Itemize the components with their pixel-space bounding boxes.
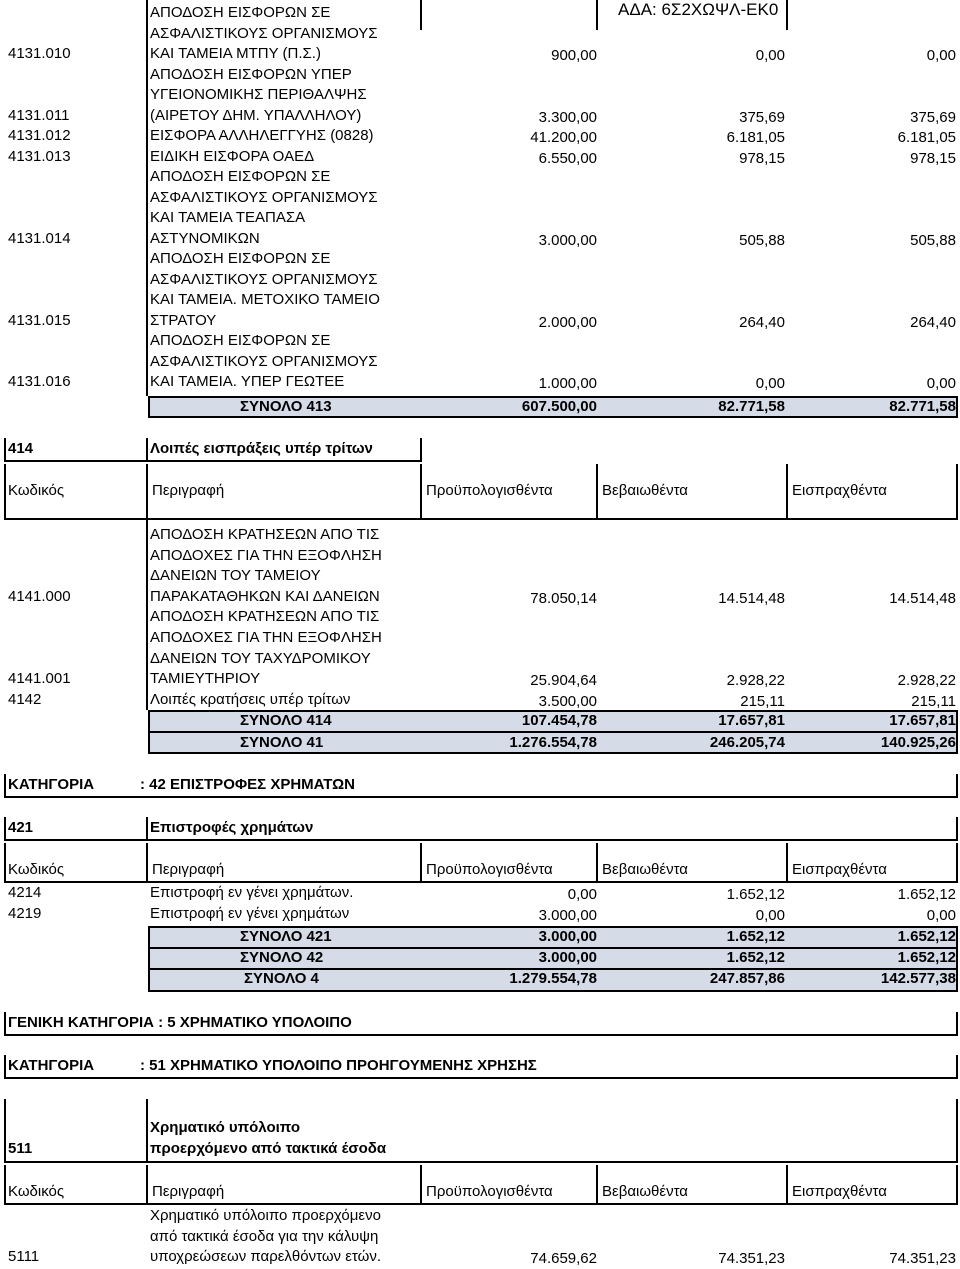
row-code: 4142	[8, 690, 42, 708]
row-budget: 6.550,00	[538, 149, 597, 167]
total-413-collected: 82.771,58	[889, 398, 956, 415]
row-description-line: ΑΣΦΑΛΙΣΤΙΚΟΥΣ ΟΡΓΑΝΙΣΜΟΥΣ	[150, 188, 378, 206]
row-description-line: ΣΤΡΑΤΟΥ	[150, 311, 217, 329]
total-421-budget: 3.000,00	[538, 928, 597, 945]
row-budget: 0,00	[567, 886, 597, 903]
col-header-code: Κωδικός	[8, 1183, 65, 1200]
general-category-5-title: ΓΕΝΙΚΗ ΚΑΤΗΓΟΡΙΑ : 5 ΧΡΗΜΑΤΙΚΟ ΥΠΟΛΟΙΠΟ	[8, 1014, 352, 1031]
total-42-collected: 1.652,12	[897, 949, 956, 966]
row-description-line: ΑΠΟΔΟΣΗ ΕΙΣΦΟΡΩΝ ΣΕ	[150, 332, 331, 349]
row-certified: 0,00	[755, 375, 785, 392]
section-511-title-line2: προερχόμενο από τακτικά έσοδα	[150, 1140, 387, 1157]
col-divider	[420, 843, 422, 883]
row-code: 4131.016	[8, 373, 71, 390]
row-collected: 14.514,48	[889, 589, 956, 607]
col-header-certified: Βεβαιωθέντα	[602, 861, 688, 878]
col-divider	[146, 843, 148, 883]
section-421-title: Επιστροφές χρημάτων	[150, 819, 314, 836]
row-description-line: ΑΠΟΔΟΧΕΣ ΓΙΑ ΤΗΝ ΕΞΟΦΛΗΣΗ	[150, 546, 382, 564]
row-description-line: από τακτικά έσοδα για την κάλυψη	[150, 1227, 379, 1245]
row-description-line: ΔΑΝΕΙΩΝ ΤΟΥ ΤΑΜΕΙΟΥ	[150, 567, 321, 585]
row-certified: 14.514,48	[718, 589, 785, 607]
row-description-line: ΑΣΦΑΛΙΣΤΙΚΟΥΣ ΟΡΓΑΝΙΣΜΟΥΣ	[150, 270, 378, 288]
row-code: 4219	[8, 905, 42, 922]
row-description-line: Επιστροφή εν γένει χρημάτων.	[150, 884, 354, 901]
col-header-budget: Προϋπολογισθέντα	[426, 482, 553, 499]
col-header-code: Κωδικός	[8, 861, 65, 878]
row-description-line: ΑΣΦΑΛΙΣΤΙΚΟΥΣ ΟΡΓΑΝΙΣΜΟΥΣ	[150, 352, 378, 370]
col-divider	[146, 1099, 148, 1163]
row-description-line: ΥΓΕΙΟΝΟΜΙΚΗΣ ΠΕΡΙΘΑΛΨΗΣ	[150, 86, 367, 103]
total-421-certified: 1.652,12	[726, 928, 785, 945]
category-42-title: : 42 ΕΠΙΣΤΡΟΦΕΣ ΧΡΗΜΑΤΩΝ	[140, 776, 356, 793]
row-description-line: ΕΙΔΙΚΗ ΕΙΣΦΟΡΑ ΟΑΕΔ	[150, 147, 315, 165]
section-414-divider	[146, 438, 148, 462]
row-description-line: ΚΑΙ ΤΑΜΕΙΑ. ΥΠΕΡ ΓΕΩΤΕΕ	[150, 373, 345, 390]
row-collected: 215,11	[911, 692, 956, 710]
row-certified: 375,69	[739, 108, 785, 126]
col-header-code: Κωδικός	[8, 482, 65, 499]
total-41-certified: 246.205,74	[709, 734, 785, 751]
row-description-line: ΤΑΜΙΕΥΤΗΡΙΟΥ	[150, 670, 261, 688]
row-budget: 2.000,00	[538, 313, 597, 331]
col-header-desc: Περιγραφή	[152, 1183, 225, 1200]
category-51-label: ΚΑΤΗΓΟΡΙΑ	[8, 1057, 95, 1074]
total-41-label: ΣΥΝΟΛΟ 41	[240, 734, 324, 751]
col-divider	[786, 843, 788, 883]
total-414-certified: 17.657,81	[718, 712, 785, 729]
row-budget: 78.050,14	[530, 589, 597, 607]
category-51-title: : 51 ΧΡΗΜΑΤΙΚΟ ΥΠΟΛΟΙΠΟ ΠΡΟΗΓΟΥΜΕΝΗΣ ΧΡΗΣΗΣ	[140, 1057, 537, 1074]
row-collected: 978,15	[910, 149, 956, 167]
col-divider	[420, 1165, 422, 1205]
total-4-collected: 142.577,38	[880, 970, 956, 987]
row-collected: 0,00	[926, 47, 956, 64]
row-description-line: ΑΠΟΔΟΣΗ ΚΡΑΤΗΣΕΩΝ ΑΠΟ ΤΙΣ	[150, 526, 380, 543]
ada-label: ΑΔΑ: 6Σ2ΧΩΨΛ-ΕΚ0	[618, 0, 779, 19]
row-budget: 900,00	[551, 47, 597, 64]
row-budget: 3.500,00	[538, 692, 597, 710]
total-42-label: ΣΥΝΟΛΟ 42	[240, 949, 324, 966]
row-description-line: υποχρεώσεων παρελθόντων ετών.	[150, 1248, 381, 1266]
row-budget: 74.659,62	[530, 1250, 597, 1268]
budget-col-border	[596, 0, 598, 30]
total-421-label: ΣΥΝΟΛΟ 421	[240, 928, 332, 945]
col-header-certified: Βεβαιωθέντα	[602, 482, 688, 499]
row-description-line: ΑΠΟΔΟΣΗ ΕΙΣΦΟΡΩΝ ΥΠΕΡ	[150, 65, 352, 83]
col-header-budget: Προϋπολογισθέντα	[426, 1183, 553, 1200]
col-divider	[596, 464, 598, 520]
row-certified: 264,40	[739, 313, 785, 331]
row-certified: 215,11	[740, 692, 785, 710]
row-collected: 6.181,05	[897, 129, 956, 146]
total-414-label: ΣΥΝΟΛΟ 414	[240, 712, 332, 729]
row-code: 4131.011	[8, 106, 70, 124]
total-413-budget: 607.500,00	[521, 398, 597, 415]
section-511-code: 511	[8, 1140, 33, 1157]
row-description-line: ΚΑΙ ΤΑΜΕΙΑ ΤΕΑΠΑΣΑ	[150, 209, 306, 226]
row-description-line: ΑΣΦΑΛΙΣΤΙΚΟΥΣ ΟΡΓΑΝΙΣΜΟΥΣ	[150, 24, 378, 42]
row-description-line: (ΑΙΡΕΤΟΥ ΔΗΜ. ΥΠΑΛΛΗΛΟΥ)	[150, 106, 362, 124]
total-41-collected: 140.925,26	[880, 734, 956, 751]
row-code: 4131.010	[8, 45, 71, 62]
row-budget: 3.000,00	[538, 231, 597, 249]
row-collected: 1.652,12	[897, 886, 956, 903]
col-divider	[146, 464, 148, 520]
section-414-code: 414	[8, 440, 34, 457]
row-collected: 375,69	[910, 108, 956, 126]
col-divider	[596, 1165, 598, 1205]
row-code: 4141.001	[8, 670, 71, 688]
col-header-desc: Περιγραφή	[152, 861, 225, 878]
col-header-certified: Βεβαιωθέντα	[602, 1183, 688, 1200]
row-collected: 505,88	[910, 231, 956, 249]
row-budget: 1.000,00	[538, 375, 597, 392]
desc-col-left-border	[146, 520, 148, 710]
row-collected: 0,00	[926, 375, 956, 392]
row-description-line: ΠΑΡΑΚΑΤΑΘΗΚΩΝ ΚΑΙ ΔΑΝΕΙΩΝ	[150, 587, 380, 605]
row-description-line: ΚΑΙ ΤΑΜΕΙΑ ΜΤΠΥ (Π.Σ.)	[150, 45, 321, 62]
row-description-line: ΑΠΟΔΟΧΕΣ ΓΙΑ ΤΗΝ ΕΞΟΦΛΗΣΗ	[150, 629, 382, 646]
col-header-desc: Περιγραφή	[152, 482, 225, 499]
row-certified: 0,00	[755, 47, 785, 64]
row-description-line: ΕΙΣΦΟΡΑ ΑΛΛΗΛΕΓΓΥΗΣ (0828)	[150, 127, 374, 144]
total-413-certified: 82.771,58	[718, 398, 785, 415]
col-divider	[420, 464, 422, 520]
row-budget: 3.000,00	[538, 907, 597, 924]
row-description-line: ΑΠΟΔΟΣΗ ΕΙΣΦΟΡΩΝ ΣΕ	[150, 4, 331, 21]
row-description-line: ΑΣΤΥΝΟΜΙΚΩΝ	[150, 229, 260, 247]
total-421-collected: 1.652,12	[897, 928, 956, 945]
row-description-line: Λοιπές κρατήσεις υπέρ τρίτων	[150, 690, 351, 708]
section-414-title: Λοιπές εισπράξεις υπέρ τρίτων	[150, 440, 373, 457]
section-511-title-line1: Χρηματικό υπόλοιπο	[150, 1119, 300, 1136]
row-certified: 505,88	[739, 231, 785, 249]
total-4-label: ΣΥΝΟΛΟ 4	[244, 970, 319, 987]
row-description-line: ΑΠΟΔΟΣΗ ΕΙΣΦΟΡΩΝ ΣΕ	[150, 250, 331, 267]
col-divider	[146, 1165, 148, 1205]
row-budget: 3.300,00	[538, 108, 597, 126]
col-header-collected: Εισπραχθέντα	[792, 861, 887, 878]
row-description-line: ΔΑΝΕΙΩΝ ΤΟΥ ΤΑΧΥΔΡΟΜΙΚΟΥ	[150, 649, 371, 667]
total-414-collected: 17.657,81	[889, 712, 956, 729]
row-collected: 2.928,22	[897, 672, 956, 690]
row-collected: 0,00	[926, 907, 956, 924]
col-divider	[786, 464, 788, 520]
total-413-label: ΣΥΝΟΛΟ 413	[240, 398, 332, 415]
row-code: 4131.013	[8, 147, 71, 165]
col-header-budget: Προϋπολογισθέντα	[426, 861, 553, 878]
row-budget: 25.904,64	[530, 672, 597, 690]
row-description-line: Επιστροφή εν γένει χρημάτων	[150, 905, 350, 922]
row-code: 4214	[8, 884, 42, 901]
row-certified: 1.652,12	[726, 886, 785, 903]
row-code: 4141.000	[8, 587, 71, 605]
row-code: 5111	[8, 1248, 40, 1266]
col-divider	[596, 843, 598, 883]
total-4-budget: 1.279.554,78	[509, 970, 597, 987]
row-certified: 0,00	[755, 907, 785, 924]
row-certified: 2.928,22	[726, 672, 785, 690]
col-divider	[146, 817, 148, 841]
desc-col-left-border	[146, 0, 148, 396]
row-code: 4131.015	[8, 311, 71, 329]
col-header-collected: Εισπραχθέντα	[792, 482, 887, 499]
row-certified: 74.351,23	[718, 1250, 785, 1268]
col-header-collected: Εισπραχθέντα	[792, 1183, 887, 1200]
col-divider	[786, 1165, 788, 1205]
row-description-line: ΚΑΙ ΤΑΜΕΙΑ. ΜΕΤΟΧΙΚΟ ΤΑΜΕΙΟ	[150, 291, 380, 308]
total-4-certified: 247.857,86	[709, 970, 785, 987]
row-description-line: ΑΠΟΔΟΣΗ ΕΙΣΦΟΡΩΝ ΣΕ	[150, 168, 331, 185]
row-collected: 264,40	[910, 313, 956, 331]
row-code: 4131.014	[8, 229, 71, 247]
certified-col-border	[786, 0, 788, 30]
total-42-certified: 1.652,12	[726, 949, 785, 966]
row-description-line: ΑΠΟΔΟΣΗ ΚΡΑΤΗΣΕΩΝ ΑΠΟ ΤΙΣ	[150, 608, 380, 626]
desc-col-right-border	[420, 0, 422, 30]
row-collected: 74.351,23	[889, 1250, 956, 1268]
row-certified: 6.181,05	[726, 129, 785, 146]
total-41-budget: 1.276.554,78	[509, 734, 597, 751]
row-description-line: Χρηματικό υπόλοιπο προερχόμενο	[150, 1207, 381, 1224]
section-421-code: 421	[8, 819, 34, 836]
row-code: 4131.012	[8, 127, 71, 144]
total-414-budget: 107.454,78	[521, 712, 597, 729]
row-budget: 41.200,00	[530, 129, 597, 146]
category-42-label: ΚΑΤΗΓΟΡΙΑ	[8, 776, 95, 793]
total-42-budget: 3.000,00	[538, 949, 597, 966]
row-certified: 978,15	[739, 149, 785, 167]
